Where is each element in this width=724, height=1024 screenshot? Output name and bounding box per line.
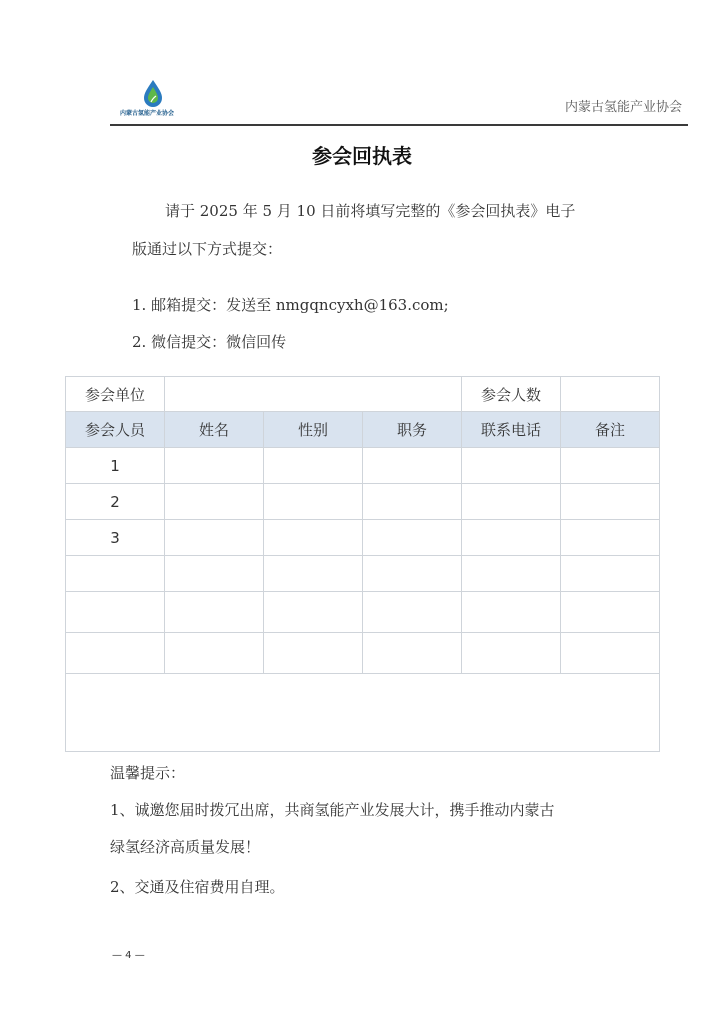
table-row xyxy=(66,592,660,633)
table-cell[interactable] xyxy=(561,448,660,484)
table-cell[interactable] xyxy=(462,520,561,556)
notes-area[interactable] xyxy=(66,674,660,752)
table-row xyxy=(66,556,660,592)
notes-row xyxy=(66,674,660,752)
tips-heading: 温馨提示： xyxy=(110,764,186,782)
table-header-row xyxy=(66,412,660,448)
logo-text: 内蒙古氢能产业协会 xyxy=(120,110,175,117)
table-row xyxy=(66,520,660,556)
intro-line-2: 版通过以下方式提交： xyxy=(132,240,283,258)
table-cell[interactable] xyxy=(165,484,264,520)
row-number xyxy=(66,633,165,674)
tips-line-1: 1、诚邀您届时拨冗出席，共商氢能产业发展大计，携手推动内蒙古 xyxy=(110,801,555,819)
table-cell[interactable] xyxy=(462,484,561,520)
table-cell[interactable] xyxy=(264,592,363,633)
table-cell[interactable] xyxy=(165,592,264,633)
table-cell[interactable] xyxy=(462,592,561,633)
table-cell[interactable] xyxy=(561,592,660,633)
row-number: 1 xyxy=(66,448,165,484)
row-number: 2 xyxy=(66,484,165,520)
table-cell[interactable] xyxy=(363,448,462,484)
table-cell[interactable] xyxy=(264,448,363,484)
unit-field[interactable] xyxy=(165,377,462,412)
column-header: 备注 xyxy=(561,412,660,448)
row-number: 3 xyxy=(66,520,165,556)
organization-name: 内蒙古氢能产业协会 xyxy=(564,100,682,115)
page-title: 参会回执表 xyxy=(312,144,412,168)
intro-line-1: 请于 2025 年 5 月 10 日前将填写完整的《参会回执表》电子 xyxy=(165,202,576,220)
table-cell[interactable] xyxy=(264,484,363,520)
row-number xyxy=(66,592,165,633)
page-number: — 4 — xyxy=(112,950,145,961)
column-header: 性别 xyxy=(264,412,363,448)
attendance-form-table xyxy=(65,376,660,752)
tips-line-2: 绿氢经济高质量发展！ xyxy=(110,838,261,856)
row-number xyxy=(66,556,165,592)
table-cell[interactable] xyxy=(165,633,264,674)
count-label: 参会人数 xyxy=(462,377,561,412)
table-cell[interactable] xyxy=(165,556,264,592)
table-cell[interactable] xyxy=(462,556,561,592)
table-row xyxy=(66,448,660,484)
table-cell[interactable] xyxy=(462,633,561,674)
column-header: 职务 xyxy=(363,412,462,448)
table-row xyxy=(66,484,660,520)
table-cell[interactable] xyxy=(462,448,561,484)
association-logo xyxy=(120,78,190,122)
column-header: 姓名 xyxy=(165,412,264,448)
method-email: 1. 邮箱提交：发送至 nmgqncyxh@163.com; xyxy=(132,296,449,314)
table-cell[interactable] xyxy=(363,484,462,520)
unit-label: 参会单位 xyxy=(66,377,165,412)
table-cell[interactable] xyxy=(561,484,660,520)
table-cell[interactable] xyxy=(165,520,264,556)
table-cell[interactable] xyxy=(264,520,363,556)
column-header: 联系电话 xyxy=(462,412,561,448)
table-cell[interactable] xyxy=(561,520,660,556)
table-cell[interactable] xyxy=(165,448,264,484)
column-header: 参会人员 xyxy=(66,412,165,448)
table-cell[interactable] xyxy=(363,592,462,633)
table-cell[interactable] xyxy=(561,556,660,592)
table-row xyxy=(66,633,660,674)
page-header xyxy=(110,78,688,126)
table-cell[interactable] xyxy=(561,633,660,674)
method-wechat: 2. 微信提交：微信回传 xyxy=(132,333,287,351)
table-cell[interactable] xyxy=(363,556,462,592)
table-cell[interactable] xyxy=(363,633,462,674)
unit-row xyxy=(66,377,660,412)
table-cell[interactable] xyxy=(264,633,363,674)
table-cell[interactable] xyxy=(363,520,462,556)
table-cell[interactable] xyxy=(264,556,363,592)
hydrogen-drop-icon xyxy=(138,78,168,108)
tips-line-3: 2、交通及住宿费用自理。 xyxy=(110,878,285,896)
count-field[interactable] xyxy=(561,377,660,412)
